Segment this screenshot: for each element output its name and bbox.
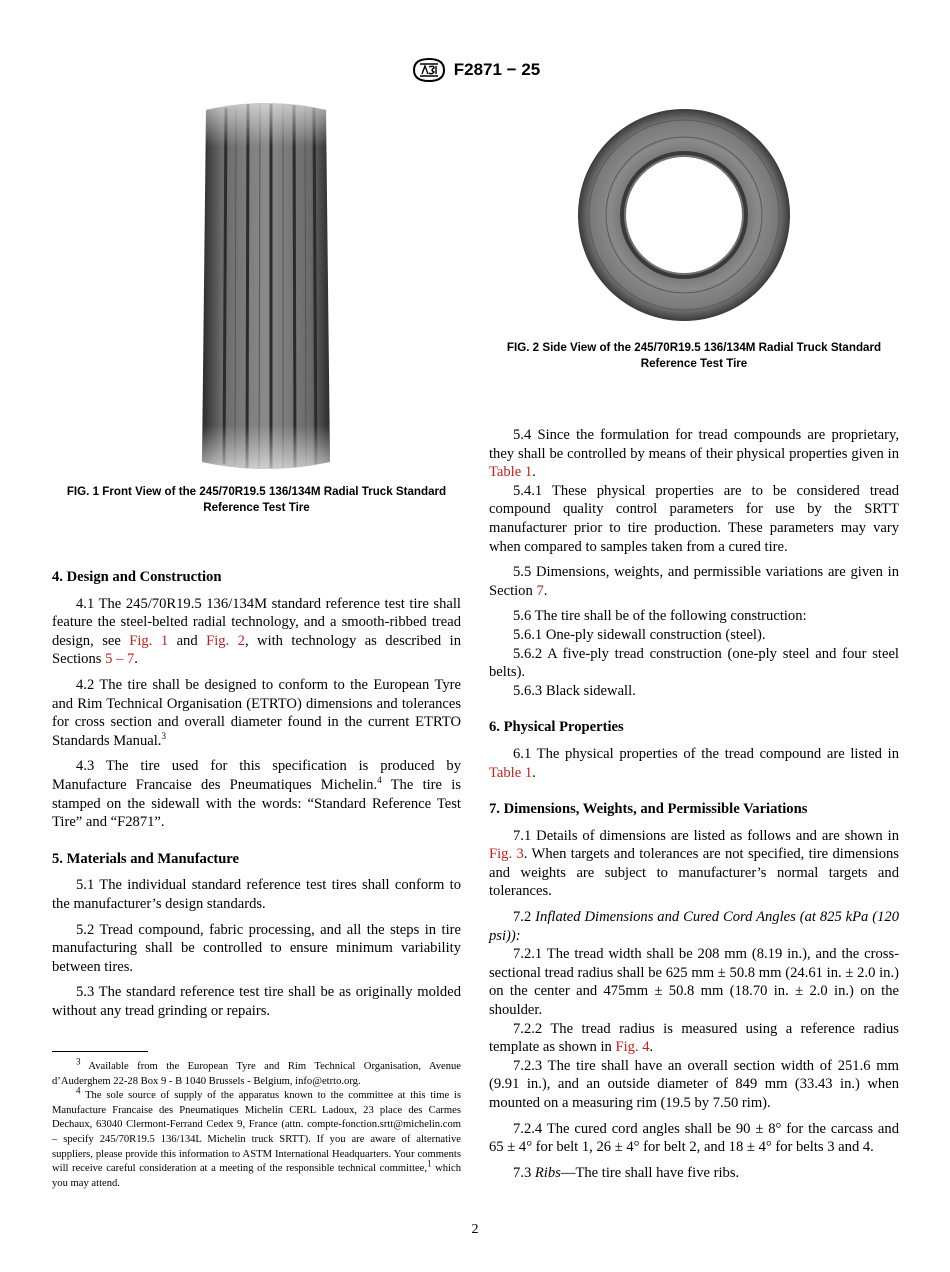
paragraph-7-3: [489, 1164, 899, 1183]
section-4-heading: 4. Design and Construction: [52, 569, 222, 585]
text: and: [168, 632, 207, 649]
text: .: [649, 1039, 654, 1056]
footnote-3: [52, 1056, 461, 1089]
subsection-title: Inflated Dimensions and Cured Cord Angles (at 825 kPa (120 psi)):: [489, 909, 900, 944]
paragraph-5-2: 5.2 Tread compound, fabric processing, and all the steps in tire manufacturing shall be controlled to ensure minimum variability between tires.: [52, 921, 461, 975]
text: 7.3: [513, 1164, 535, 1181]
paragraph-7-1: [489, 827, 899, 901]
fig2-link[interactable]: Fig. 2: [206, 632, 245, 649]
paragraph-5-1: 5.1 The individual standard reference test tires shall conform to the manufacturer’s design standards.: [52, 877, 461, 912]
footnote-rule: [52, 1051, 148, 1052]
text: The tire is stamped on the sidewall with the words: “Standard Reference Test Tire” and “F2871”.: [52, 776, 461, 831]
section-6-heading: 6. Physical Properties: [489, 719, 624, 736]
footnote-4-marker: 4: [377, 775, 382, 786]
text: 4.2 The tire shall be designed to conform to the European Tyre and Rim Technical Organisation (ETRTO) dimensions and tolerances for cross section and overall diameter found in the current ETRTO Standards Manual.: [52, 676, 461, 749]
section-7-link[interactable]: 7: [536, 582, 544, 599]
paragraph-5-6-1: 5.6.1 One-ply sidewall construction (steel).: [513, 626, 766, 643]
text: which you may attend.: [52, 1163, 461, 1189]
fig1-tire-front-image: [196, 100, 336, 472]
paragraph-7-2-3: 7.2.3 The tire shall have an overall section width of 251.6 mm (9.91 in.), and an outside diameter of 849 mm (33.43 in.) when mounted on a measuring rim (19.5 by 7.50 rim).: [489, 1057, 899, 1111]
text: 7.1 Details of dimensions are listed as follows and are shown in: [513, 827, 899, 844]
paragraph-4-3: [52, 757, 461, 831]
table1-link[interactable]: Table 1: [489, 764, 533, 781]
fig3-link[interactable]: Fig. 3: [489, 846, 524, 863]
section-5-heading: 5. Materials and Manufacture: [52, 850, 239, 867]
paragraph-5-4-1: 5.4.1 These physical properties are to be considered tread compound quality control parameters for use by the SRTT manufacturer prior to tire production. These parameters may vary when compared to samples taken from a cured tire.: [489, 482, 899, 555]
text: 5.5 Dimensions, weights, and permissible variations are given in Section: [489, 564, 899, 599]
paragraph-7-2: [489, 908, 899, 945]
text: 4.1 The 245/70R19.5 136/134M standard reference test tire shall feature the steel-belted radial technology, and a smooth-ribbed tread design, see: [52, 595, 461, 649]
text: —The tire shall have five ribs.: [560, 1164, 740, 1181]
fig1-link[interactable]: Fig. 1: [129, 632, 169, 649]
paragraph-4-2: [52, 676, 461, 750]
paragraph-5-3: 5.3 The standard reference test tire shall be as originally molded without any tread grinding or repairs.: [52, 984, 461, 1019]
astm-logo-icon: [410, 56, 448, 84]
footnote-3-number: 3: [76, 1056, 81, 1067]
paragraph-5-6-3: 5.6.3 Black sidewall.: [513, 682, 636, 699]
section-7-heading: 7. Dimensions, Weights, and Permissible Variations: [489, 801, 808, 818]
text: . When targets and tolerances are not specified, tire dimensions and weights are subject to manufacturer’s normal targets and tolerances.: [489, 846, 899, 900]
text: 6.1 The physical properties of the tread compound are listed in: [513, 745, 899, 762]
fig2-caption: FIG. 2 Side View of the 245/70R19.5 136/134M Radial Truck Standard Reference Test Tire: [506, 341, 882, 370]
paragraph-4-1: [52, 595, 461, 669]
fig2-tire-side-image: [575, 106, 793, 324]
page-header: [0, 56, 950, 84]
paragraph-5-4: [489, 426, 899, 482]
paragraph-7-2-1: 7.2.1 The tread width shall be 208 mm (8.19 in.), and the cross-sectional tread radius shall be 625 mm ± 50.8 mm (24.61 in. ± 2.0 in.) on the center and 475mm ± 50.8 mm (18.70 in. ± 2.0 in.) on the shoulder.: [489, 946, 899, 1019]
page-number: 2: [471, 1222, 479, 1237]
paragraph-5-6: 5.6 The tire shall be of the following construction:: [513, 608, 807, 625]
paragraph-7-2-4: 7.2.4 The cured cord angles shall be 90 ± 8° for the carcass and 65 ± 4° for belt 1, 26 ± 4° for belt 2, and 18 ± 4° for belts 3 and 4.: [489, 1120, 899, 1156]
text: , with technology as described in Sections: [52, 632, 461, 668]
footnote-4: [52, 1085, 461, 1191]
fig4-link[interactable]: Fig. 4: [615, 1039, 650, 1056]
sections-5-7-link[interactable]: 5 – 7: [105, 651, 135, 668]
footnote-3-marker: 3: [161, 730, 166, 741]
paragraph-6-1: [489, 745, 899, 782]
text: Available from the European Tyre and Rim Technical Organisation, Avenue d’Auderghem 22-28 Box 9 - B 1040 Brussels - Belgium, info@etrto.org.: [52, 1061, 461, 1087]
text: .: [543, 582, 548, 599]
text: 7.2: [513, 909, 536, 926]
paragraph-5-6-2: 5.6.2 A five-ply tread construction (one-ply steel and four steel belts).: [489, 645, 899, 681]
footnotes: [52, 1051, 461, 1191]
paragraph-7-2-2: [489, 1020, 899, 1057]
right-column: [489, 426, 899, 1189]
text: .: [532, 464, 536, 481]
subsection-title: Ribs: [534, 1164, 561, 1181]
text: 7.2.2 The tread radius is measured using a reference radius template as shown in: [489, 1020, 899, 1056]
footnote-reference: 1: [427, 1158, 432, 1169]
footnote-4-number: 4: [76, 1085, 81, 1096]
left-column: [52, 568, 461, 1027]
text: The sole source of supply of the apparatus known to the committee at this time is Manufacture Francaise des Pneumatiques Michelin CERL Ladoux, 23 place des Carmes Dechaux, 63040 Clermont-Ferrand Cedex 9, France (attn. compte-fonction.srtt@michelin.com – specify 245/70R19.5 136/134L Michelin truck SRTT). If you are aware of alternative suppliers, please provide this information to ASTM International Headquarters. Your comments will receive careful consideration at a meeting of the responsible technical committee,: [52, 1090, 461, 1175]
fig1-caption: FIG. 1 Front View of the 245/70R19.5 136/134M Radial Truck Standard Reference Test Tire: [66, 485, 447, 514]
text: 5.4 Since the formulation for tread compounds are proprietary, they shall be controlled by means of their physical properties given in: [489, 427, 899, 462]
text: .: [532, 764, 536, 781]
table1-link[interactable]: Table 1: [489, 464, 533, 481]
document-designation: F2871 − 25: [453, 60, 541, 79]
text: .: [134, 651, 138, 668]
paragraph-5-5: [489, 563, 899, 600]
text: 4.3 The tire used for this specification is produced by Manufacture Francaise des Pneumatiques Michelin.: [52, 758, 461, 793]
